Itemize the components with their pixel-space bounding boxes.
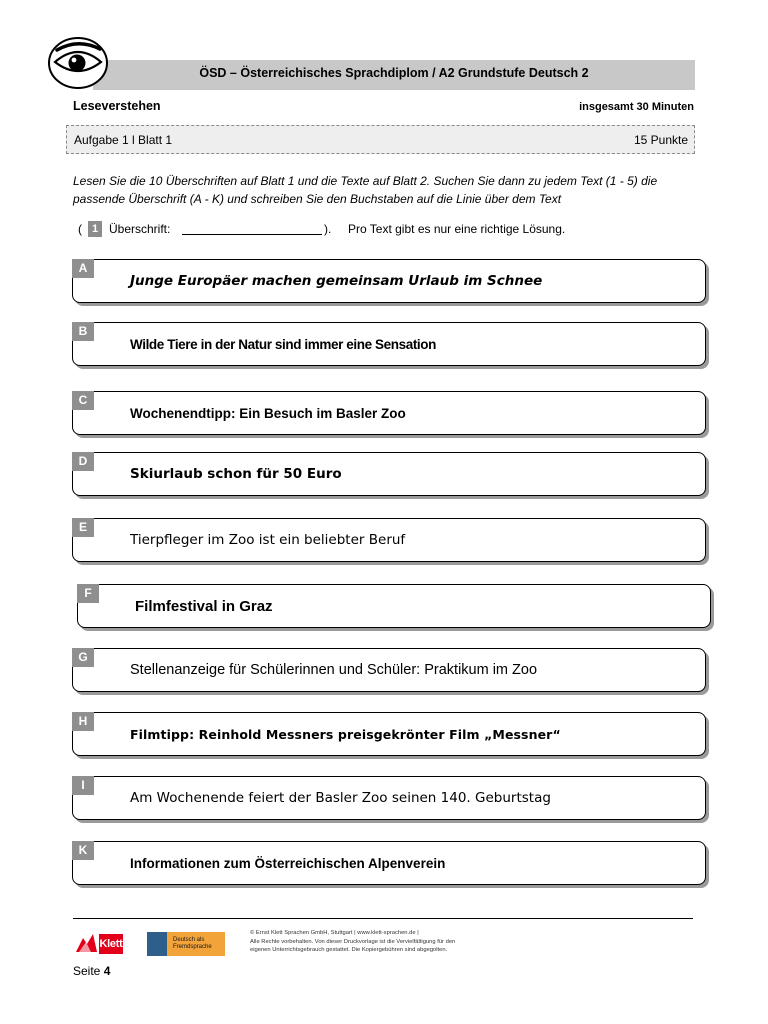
example-answer-line: [182, 234, 322, 235]
footer-divider: [73, 918, 693, 919]
copyright-line: Alle Rechte vorbehalten. Von dieser Druckvorlage ist die Vervielfältigung für den: [250, 938, 456, 945]
headline-text: Filmtipp: Reinhold Messners preisgekrönter Film „Messner“: [130, 726, 561, 742]
example-note: Pro Text gibt es nur eine richtige Lösung.: [348, 222, 566, 236]
example-number-badge: 1: [88, 221, 102, 237]
daf-logo: [147, 932, 225, 956]
task-points: 15 Punkte: [633, 133, 688, 147]
headline-letter: K: [72, 841, 94, 860]
headline-text: Wilde Tiere in der Natur sind immer eine Sensation: [130, 336, 436, 352]
task-label: Aufgabe 1 l Blatt 1: [74, 133, 173, 147]
headline-letter: D: [72, 452, 94, 471]
instructions-text: Lesen Sie die 10 Überschriften auf Blatt 1 und die Texte auf Blatt 2. Suchen Sie dann zu jedem Text (1 - 5) die passende Überschrift (A - K) und schreiben Sie den Buchstaben auf die Linie über dem Text: [73, 174, 658, 206]
example-label: Überschrift:: [109, 222, 171, 236]
headline-text: Informationen zum Österreichischen Alpenverein: [130, 855, 446, 871]
copyright-line: eigenen Unterrichtsgebrauch gestattet. Die Kopiergebühren sind abgegolten.: [250, 947, 448, 954]
headline-letter: B: [72, 322, 94, 341]
headline-text: Stellenanzeige für Schülerinnen und Schüler: Praktikum im Zoo: [130, 662, 538, 678]
task-box: [66, 125, 695, 154]
headline-box-i: [72, 776, 706, 820]
copyright-line: © Ernst Klett Sprachen GmbH, Stuttgart | www.klett-sprachen.de |: [250, 930, 419, 936]
example-close-paren: ).: [324, 222, 332, 236]
page-number-value: 4: [103, 964, 111, 978]
headline-letter: I: [72, 776, 94, 795]
klett-logo-label: Klett: [99, 934, 123, 954]
headline-text: Am Wochenende feiert der Basler Zoo seinen 140. Geburtstag: [130, 790, 551, 806]
headline-text: Filmfestival in Graz: [135, 597, 273, 615]
eye-icon: [47, 36, 109, 90]
headline-letter: E: [72, 518, 94, 537]
page-number: [73, 964, 110, 978]
headline-text: Junge Europäer machen gemeinsam Urlaub im Schnee: [130, 273, 543, 289]
headline-text: Skiurlaub schon für 50 Euro: [130, 466, 342, 482]
headline-box-b: [72, 322, 706, 366]
document-title: ÖSD – Österreichisches Sprachdiplom / A2 Grundstufe Deutsch 2: [199, 66, 589, 80]
copyright-notice: [250, 929, 500, 955]
total-time: insgesamt 30 Minuten: [579, 101, 694, 113]
headline-box-f: [77, 584, 711, 628]
headline-box-a: [72, 259, 706, 303]
headline-box-d: [72, 452, 706, 496]
headline-box-e: [72, 518, 706, 562]
page-label: Seite: [73, 964, 101, 978]
daf-logo-label: Deutsch als Fremdsprache: [167, 932, 225, 956]
headline-letter: C: [72, 391, 94, 410]
section-title: Leseverstehen: [73, 99, 161, 113]
headline-letter: G: [72, 648, 94, 667]
example-open-paren: (: [78, 222, 82, 236]
example-row: [78, 220, 698, 240]
headline-text: Wochenendtipp: Ein Besuch im Basler Zoo: [130, 405, 406, 421]
headline-box-c: [72, 391, 706, 435]
headline-box-k: [72, 841, 706, 885]
headline-letter: A: [72, 259, 94, 278]
headline-letter: H: [72, 712, 94, 731]
headline-letter: F: [77, 584, 99, 603]
headline-box-g: [72, 648, 706, 692]
headline-box-h: [72, 712, 706, 756]
headline-text: Tierpfleger im Zoo ist ein beliebter Beruf: [130, 532, 406, 548]
